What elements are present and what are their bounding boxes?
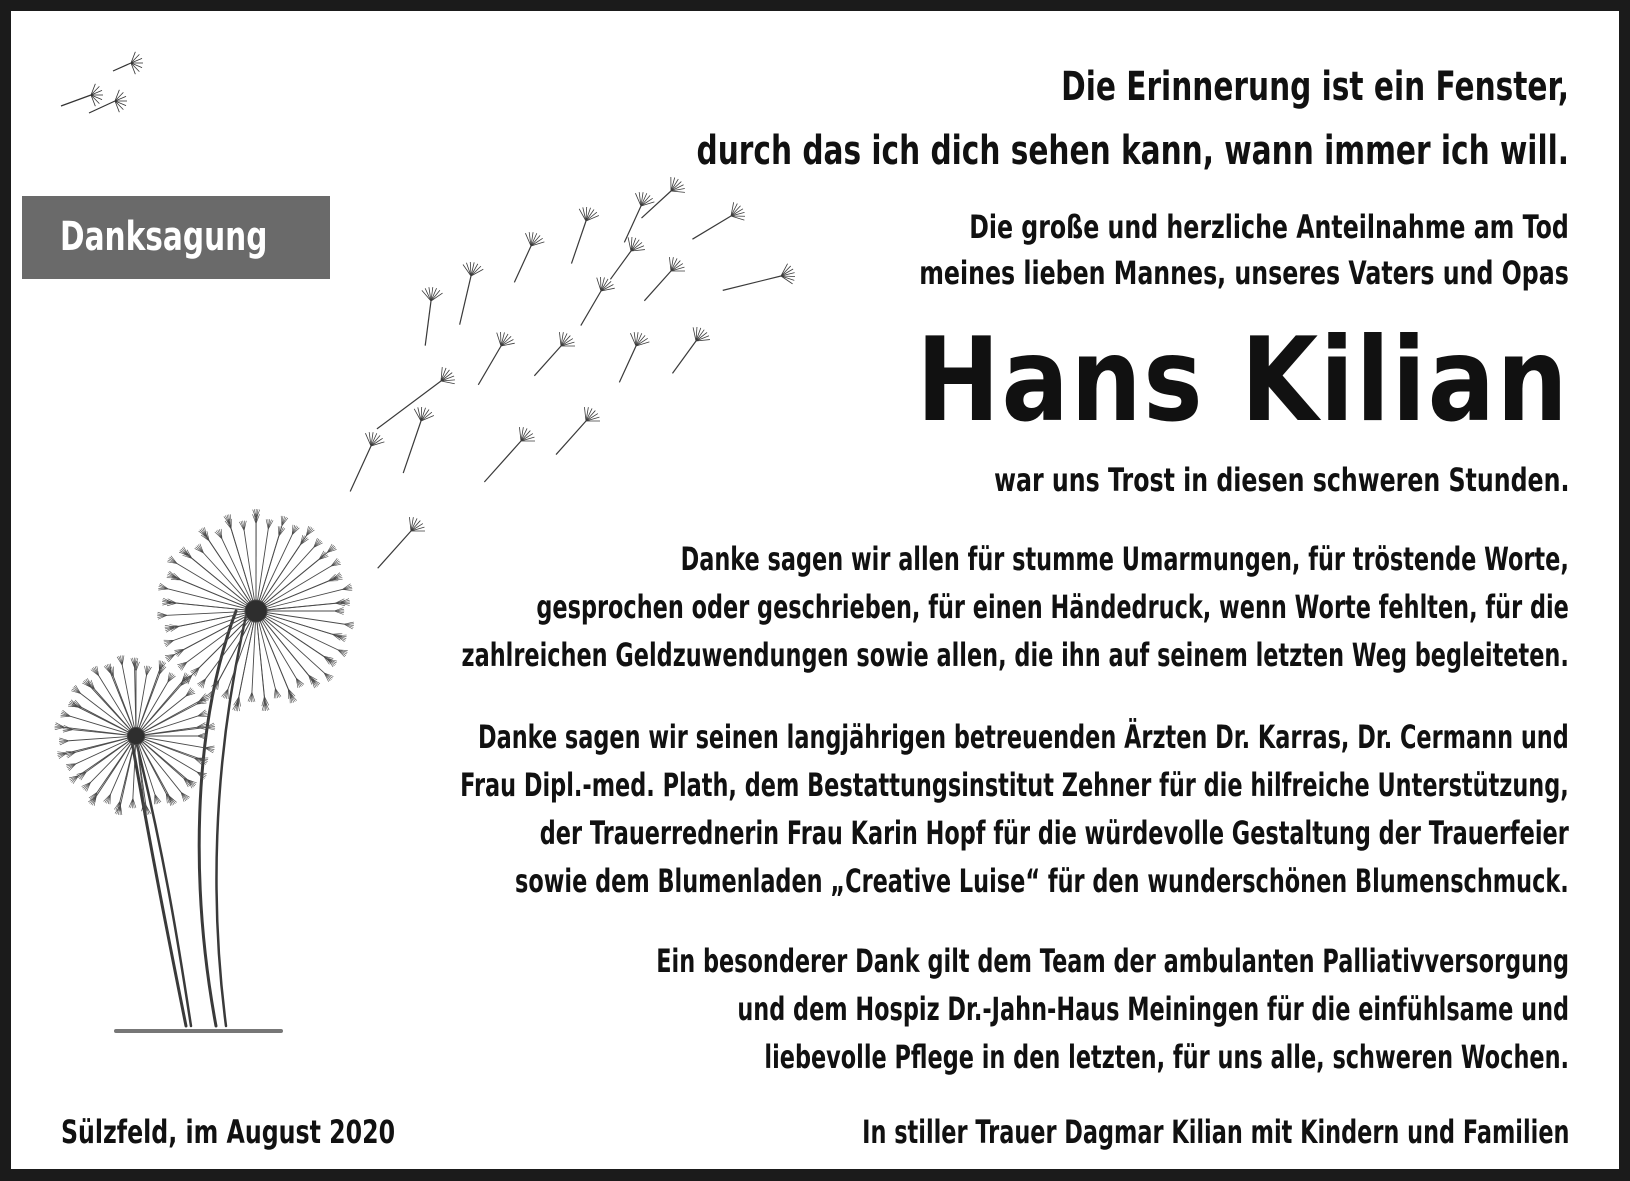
thanks-paragraph-3 (656, 937, 1569, 1081)
paragraph-line: der Trauerrednerin Frau Karin Hopf für die würdevolle Gestaltung der Trauerfeier (540, 814, 1569, 852)
small-seeds-icon (51, 51, 161, 131)
danksagung-label: Danksagung (60, 214, 268, 260)
intro-line: Die große und herzliche Anteilnahme am Tod (969, 208, 1569, 246)
deceased-name: Hans Kilian (915, 313, 1569, 448)
paragraph-line: liebevolle Pflege in den letzten, für uns alle, schweren Wochen. (764, 1038, 1569, 1076)
trost-line: war uns Trost in diesen schweren Stunden. (993, 461, 1569, 499)
motto-quote (697, 55, 1569, 183)
thanks-paragraph-1 (462, 535, 1569, 679)
paragraph-line: Frau Dipl.-med. Plath, dem Bestattungsinstitut Zehner für die hilfreiche Unterstützung, (460, 766, 1569, 804)
place-date: Sülzfeld, im August 2020 (61, 1113, 396, 1151)
paragraph-line: Danke sagen wir allen für stumme Umarmungen, für tröstende Worte, (680, 540, 1569, 578)
signature: In stiller Trauer Dagmar Kilian mit Kindern und Familien (861, 1113, 1569, 1151)
paragraph-line: Danke sagen wir seinen langjährigen betreuenden Ärzten Dr. Karras, Dr. Cermann und (478, 718, 1569, 756)
paragraph-line: sowie dem Blumenladen „Creative Luise“ für den wunderschönen Blumenschmuck. (515, 862, 1569, 900)
motto-line: durch das ich dich sehen kann, wann immer ich will. (696, 128, 1569, 174)
intro-text (919, 204, 1569, 296)
thanks-paragraph-2 (460, 713, 1569, 905)
paragraph-line: gesprochen oder geschrieben, für einen Händedruck, wenn Worte fehlten, für die (536, 588, 1569, 626)
intro-line: meines lieben Mannes, unseres Vaters und Opas (919, 254, 1569, 292)
paragraph-line: Ein besonderer Dank gilt dem Team der ambulanten Palliativversorgung (656, 942, 1569, 980)
danksagung-tag (22, 196, 330, 279)
motto-line: Die Erinnerung ist ein Fenster, (1061, 64, 1569, 110)
paragraph-line: und dem Hospiz Dr.-Jahn-Haus Meiningen für die einfühlsame und (737, 990, 1569, 1028)
paragraph-line: zahlreichen Geldzuwendungen sowie allen, die ihn auf seinem letzten Weg begleiteten. (461, 636, 1569, 674)
